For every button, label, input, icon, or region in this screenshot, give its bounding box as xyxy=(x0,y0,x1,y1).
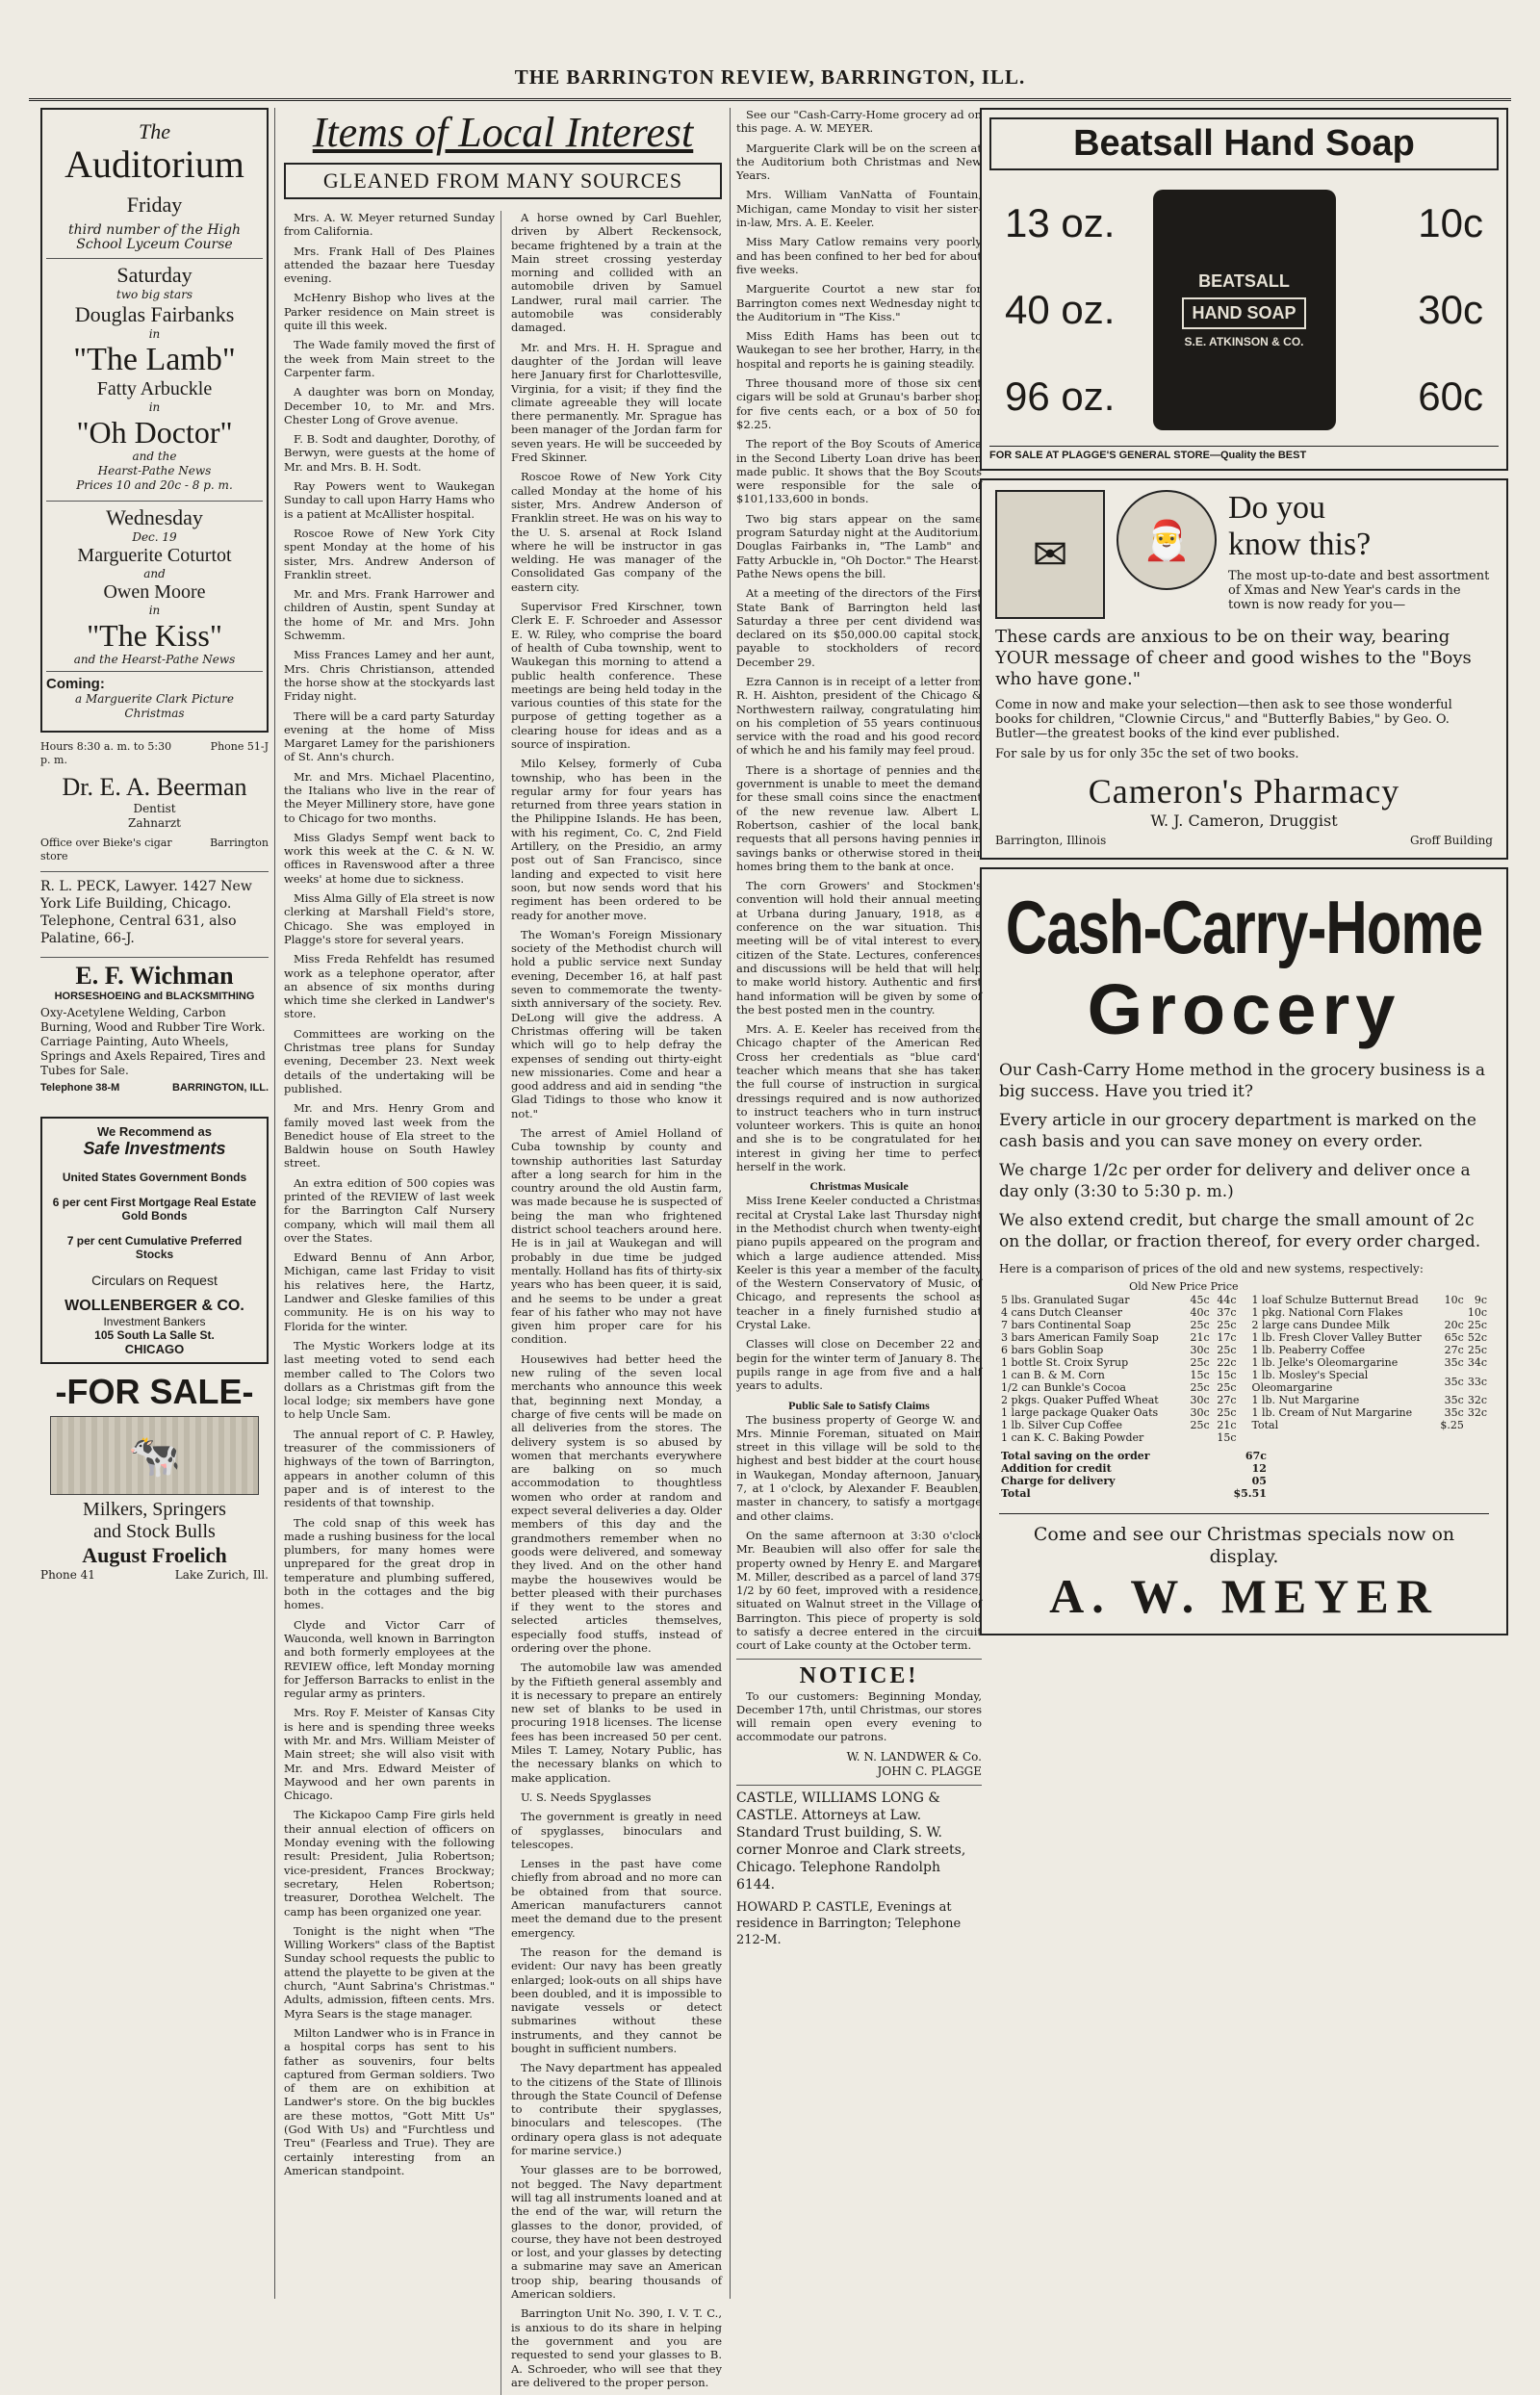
grocery-signature: A. W. MEYER xyxy=(1049,1569,1439,1623)
local-interest-column xyxy=(284,108,722,2389)
price-value: 25c xyxy=(1190,1419,1210,1431)
grocery-compare: Here is a comparison of prices of the old and new systems, respectively: xyxy=(999,1262,1424,1275)
dentist-hours: Hours 8:30 a. m. to 5:30 p. m. xyxy=(40,740,172,766)
price-value: 9c xyxy=(1474,1294,1487,1306)
price-row xyxy=(999,1344,1239,1356)
grocery-p4: We also extend credit, but charge the small amount of 2c on the dollar, or fraction thereof, for every order charged. xyxy=(999,1211,1481,1251)
price-value: 65c xyxy=(1444,1331,1464,1344)
price-item: 5 lbs. Granulated Sugar xyxy=(1001,1294,1130,1306)
local-news-item: Mr. and Mrs. Michael Placentino, the Italians who live in the rear of the Meyer Millinery store, have gone to Chicago for two months. xyxy=(284,769,495,825)
price-value: 35c xyxy=(1444,1356,1464,1369)
price-value: 25c xyxy=(1467,1344,1487,1356)
investments-item2: 6 per cent First Mortgage Real Estate Gold Bonds xyxy=(52,1196,257,1223)
price-row xyxy=(999,1487,1269,1500)
price-value: 30c xyxy=(1190,1344,1210,1356)
price-value: 20c xyxy=(1444,1319,1464,1331)
price-item: 2 large cans Dundee Milk xyxy=(1251,1319,1390,1331)
auditorium-star3: Marguerite Coturtot xyxy=(77,545,232,566)
price-value: 27c xyxy=(1444,1344,1464,1356)
local-news-item: Miss Freda Rehfeldt has resumed work as a telephone operator, after an absence of six months during which time she clerked in Landwer's store. xyxy=(284,952,495,1021)
price-table-right xyxy=(1250,1294,1490,1431)
notice-text: To our customers: Beginning Monday, December 17th, until Christmas, our stores will remain open every evening to accommodate our patrons. xyxy=(736,1688,982,1744)
local-news-item: The Wade family moved the first of the week from Main street to the Carpenter farm. xyxy=(284,338,495,379)
left-ads-column xyxy=(40,108,275,2299)
for-sale-line1: Milkers, Springers xyxy=(83,1499,226,1520)
price-value: 25c xyxy=(1217,1319,1237,1331)
local-news-item: An extra edition of 500 copies was printed of the REVIEW of last week for the Barrington Calf Nursery company, which will mail them all over the States. xyxy=(284,1175,495,1245)
price-value xyxy=(1185,1431,1212,1444)
local-news-item: Mr. and Mrs. H. H. Sprague and daughter of the Jordan will leave here January first for Charlottesville, Virginia, for a visit; if they find the climate agreeable they will locate there permanently. Mr. Sprague has been manager of the Jordan farm for seven years. He will be succeeded by Fred Skinner. xyxy=(511,340,722,465)
price-item: 1 lb. Fresh Clover Valley Butter xyxy=(1251,1331,1422,1344)
price-row xyxy=(1250,1356,1490,1369)
investments-head1: We Recommend as xyxy=(97,1124,212,1139)
local-news-item: Tonight is the night when "The Willing Workers" class of the Baptist Sunday school requests the public to attend the playette to be given at the church, "Aunt Sabrina's Christmas." Adults, admission, fifteen cents. Mrs. Myra Sears is the stage manager. xyxy=(284,1923,495,2021)
price-row xyxy=(999,1450,1269,1462)
price-summary xyxy=(999,1450,1269,1500)
price-value: 25c xyxy=(1190,1356,1210,1369)
auditorium-news1: Hearst-Pathe News xyxy=(97,464,212,477)
price-value: 22c xyxy=(1217,1356,1237,1369)
sale-head: Public Sale to Satisfy Claims xyxy=(788,1398,930,1412)
musicale-text: Miss Irene Keeler conducted a Christmas recital at Crystal Lake last Thursday night in the Methodist church when twenty-eight piano pupils appeared on the program and which a large audience attended. Miss Keeler is this year a member of the faculty of the Western Conservatory of Music, of Chicago, and represents the school as teacher in a finely furnished studio at Crystal Lake. xyxy=(736,1194,982,1332)
wichman-ad xyxy=(40,957,269,1097)
price-row xyxy=(999,1381,1239,1394)
price-value: $5.51 xyxy=(1233,1487,1267,1500)
beatsall-price2: 30c xyxy=(1418,287,1483,332)
cameron-owner: W. J. Cameron, Druggist xyxy=(1150,811,1338,830)
beatsall-title: Beatsall Hand Soap xyxy=(989,117,1499,170)
dentist-title1: Dentist xyxy=(133,802,176,815)
price-value xyxy=(1466,1419,1489,1431)
news-item: There is a shortage of pennies and the government is unable to meet the demand for these small coins since the enactment of the new revenue law. Albert L. Robertson, cashier of the local bank, requests that all persons having pennies in savings banks or otherwise stored in their homes bring them to the bank at once. xyxy=(736,762,982,873)
grocery-p1: Our Cash-Carry Home method in the grocery business is a big success. Have you tried it? xyxy=(999,1061,1486,1101)
beatsall-price3: 60c xyxy=(1418,373,1483,419)
price-value: 30c xyxy=(1190,1406,1210,1419)
price-row xyxy=(999,1369,1239,1381)
for-sale-phone: Phone 41 xyxy=(40,1568,95,1582)
for-sale-title: -FOR SALE- xyxy=(55,1372,254,1411)
auditorium-wednesday: Wednesday xyxy=(46,501,263,530)
local-news-item: The Woman's Foreign Missionary society of the Methodist church will hold a public service next Sunday evening, December 16, at half past seven to commemorate the twenty-sixth anniversary of the society. Rev. DeLong will give the address. A Christmas offering will be taken which will go to help defray the expenses of sending out thirty-eight new missionaries. Come and hear a good address and aid in sending "the Glad Tidings to those who know it not." xyxy=(511,927,722,1120)
local-items-left xyxy=(284,211,501,2395)
cameron-price: For sale by us for only 35c the set of two books. xyxy=(995,747,1299,761)
auditorium-friday: Friday xyxy=(126,193,183,217)
local-news-item: Committees are working on the Christmas tree plans for Sunday evening, December 23. Next week details of the undertaking will be published. xyxy=(284,1026,495,1095)
price-value: 35c xyxy=(1444,1394,1464,1406)
price-item: 1 pkg. National Corn Flakes xyxy=(1251,1306,1403,1319)
price-item: 1 lb. Silver Cup Coffee xyxy=(1001,1419,1123,1431)
price-item: 1 lb. Mosley's Special Oleomargarine xyxy=(1251,1369,1369,1394)
price-item: 1 can B. & M. Corn xyxy=(1001,1369,1105,1381)
investments-city: CHICAGO xyxy=(124,1342,185,1356)
beatsall-size1: 13 oz. xyxy=(1005,200,1116,245)
local-news-item: Ray Powers went to Waukegan Sunday to call upon Harry Hams who is a patient at McAllister hospital. xyxy=(284,479,495,521)
price-row xyxy=(999,1306,1239,1319)
local-news-item: A daughter was born on Monday, December 10, to Mr. and Mrs. Chester Long of Grove avenue. xyxy=(284,385,495,426)
classes-text: Classes will close on December 22 and begin for the winter term of January 8. The pupils range in age from five and a half years to adults. xyxy=(736,1337,982,1393)
sale-text: The business property of George W. and Mrs. Minnie Foreman, situated on Main street in this village will be sold to the highest and best bidder at the court house in Waukegan, Monday afternoon, January 7, at 1 o'clock, by Alexander F. Beaublen, master in chancery, to satisfy a mortgage and other claims. xyxy=(736,1412,982,1523)
auditorium-in1: in xyxy=(148,327,161,341)
notice-sig1: W. N. LANDWER & Co. xyxy=(846,1749,982,1764)
local-news-item: Mrs. A. W. Meyer returned Sunday from California. xyxy=(284,211,495,239)
price-row xyxy=(999,1294,1239,1306)
price-item: 4 cans Dutch Cleanser xyxy=(1001,1306,1123,1319)
price-item: 1 lb. Nut Margarine xyxy=(1251,1394,1360,1406)
local-subtitle: GLEANED FROM MANY SOURCES xyxy=(284,163,722,199)
cow-illustration: 🐄 xyxy=(50,1416,259,1495)
cameron-name: Cameron's Pharmacy xyxy=(1088,772,1400,811)
investments-firm-desc: Investment Bankers xyxy=(103,1315,206,1328)
can-label: HAND SOAP xyxy=(1182,297,1305,329)
price-item: 1 lb. Cream of Nut Margarine xyxy=(1251,1406,1413,1419)
price-value: 25c xyxy=(1190,1319,1210,1331)
news-item: Miss Edith Hams has been out to Waukegan to see her brother, Harry, in the hospital and reports he is gaining steadily. xyxy=(736,329,982,371)
musicale-head: Christmas Musicale xyxy=(809,1179,909,1194)
local-news-item: Miss Frances Lamey and her aunt, Mrs. Chris Christianson, attended the horse show at the stockyards last Friday night. xyxy=(284,648,495,704)
local-news-item: Mr. and Mrs. Henry Grom and family moved last week from the Benedict house of Ela street to the Baldwin house on South Hawley street. xyxy=(284,1101,495,1171)
news-column xyxy=(730,108,982,2299)
local-news-item: Lenses in the past have come chiefly from abroad and no more can be obtained from that source. American manufacturers cannot meet the demand due to the present emergency. xyxy=(511,1857,722,1940)
price-row xyxy=(1250,1369,1490,1394)
price-value: 32c xyxy=(1467,1406,1487,1419)
auditorium-film2: "Oh Doctor" xyxy=(76,415,233,450)
price-row xyxy=(1250,1394,1490,1406)
auditorium-star4: Owen Moore xyxy=(103,581,206,603)
local-news-item: F. B. Sodt and daughter, Dorothy, of Berwyn, were guests at the home of Mr. and Mrs. B. H. Sodt. xyxy=(284,432,495,474)
dentist-ad xyxy=(40,740,269,863)
local-news-item: Miss Alma Gilly of Ela street is now clerking at Marshall Field's store, Chicago. She was employed in Plagge's store for several years. xyxy=(284,891,495,946)
for-sale-line2: and Stock Bulls xyxy=(93,1521,216,1542)
price-item: 1 can K. C. Baking Powder xyxy=(1001,1431,1144,1444)
local-news-item: Edward Bennu of Ann Arbor, Michigan, came last Friday to visit his relatives here, the Hartz, Landwer and Gleske families of this community. He is on his way to Florida for the winter. xyxy=(284,1250,495,1333)
price-row xyxy=(1250,1319,1490,1331)
price-row xyxy=(999,1406,1239,1419)
price-table-left xyxy=(999,1294,1239,1444)
local-news-item: Barrington Unit No. 390, I. V. T. C., is anxious to do its share in helping the government and you are requested to send your glasses to B. A. Schroeder, who will see that they are delivered to the proper person. xyxy=(511,2306,722,2389)
local-items-right xyxy=(511,211,722,2395)
price-row xyxy=(999,1431,1239,1444)
dentist-name: Dr. E. A. Beerman xyxy=(62,773,247,801)
price-value: 15c xyxy=(1217,1431,1237,1444)
price-row xyxy=(999,1331,1239,1344)
cameron-q2: know this? xyxy=(1228,527,1372,562)
cameron-town: Barrington, Illinois xyxy=(995,834,1107,847)
price-value: 12 xyxy=(1251,1462,1267,1475)
can-brand: BEATSALL xyxy=(1198,271,1290,291)
news-item: The report of the Boy Scouts of America in the Second Liberty Loan drive has been made public. It shows that the Boy Scouts were responsible for the sale of $101,133,600 in bonds. xyxy=(736,437,982,506)
cameron-body: These cards are anxious to be on their way, bearing YOUR message of cheer and good wishes to the "Boys who have gone." xyxy=(995,627,1472,689)
price-row xyxy=(1250,1419,1490,1431)
notice-head: NOTICE! xyxy=(736,1659,982,1689)
price-item: 1/2 can Bunkle's Cocoa xyxy=(1001,1381,1126,1394)
wichman-name: E. F. Wichman xyxy=(75,962,234,990)
news-item: Two big stars appear on the same program Saturday night at the Auditorium. Douglas Fairbanks in, "The Lamb" and Fatty Arbuckle in, "Oh Doctor." The Hearst-Pathe News opens the bill. xyxy=(736,511,982,580)
castle-ad-2: HOWARD P. CASTLE, Evenings at residence in Barrington; Telephone 212-M. xyxy=(736,1899,962,1947)
price-value: 45c xyxy=(1190,1294,1210,1306)
price-value: 25c xyxy=(1217,1406,1237,1419)
castle-ad: CASTLE, WILLIAMS LONG & CASTLE. Attorneys at Law. Standard Trust building, S. W. corner Monroe and Clark streets, Chicago. Telephone Randolph 6144. xyxy=(736,1785,982,1893)
wichman-services: Oxy-Acetylene Welding, Carbon Burning, Wood and Rubber Tire Work. Carriage Painting, Auto Wheels, Springs and Axels Repaired, Tires and Tubes for Sale. xyxy=(40,1006,266,1077)
auditorium-and: and xyxy=(143,567,166,580)
price-value: 17c xyxy=(1217,1331,1237,1344)
news-item: The corn Growers' and Stockmen's convention will hold their annual meeting at Urbana during January, 1918, as a conference on the war situation. This meeting will be of vital interest to every citizen of the State. Lectures, conferences and discussions will be held that will help to make world history. Authentic and first hand information will be given by some of the best posted men in the country. xyxy=(736,879,982,1017)
local-news-item: The government is greatly in need of spyglasses, binoculars and telescopes. xyxy=(511,1810,722,1851)
price-row xyxy=(1250,1306,1490,1319)
cameron-q1: Do you xyxy=(1228,490,1326,526)
for-sale-place: Lake Zurich, Ill. xyxy=(174,1568,269,1582)
auditorium-two-stars: two big stars xyxy=(116,288,193,301)
price-value: 33c xyxy=(1467,1375,1487,1388)
price-item: Addition for credit xyxy=(1001,1462,1112,1475)
price-value: 15c xyxy=(1190,1369,1210,1381)
price-value: 44c xyxy=(1217,1294,1237,1306)
price-value: 35c xyxy=(1444,1406,1464,1419)
beatsall-size2: 40 oz. xyxy=(1005,287,1116,332)
local-news-item: McHenry Bishop who lives at the Parker residence on Main street is quite ill this week. xyxy=(284,291,495,333)
price-value: 10c xyxy=(1444,1294,1464,1306)
local-news-item: The Mystic Workers lodge at its last meeting voted to send each member called to The Colors two dollars as a Christmas gift from the local lodge; six members have gone to help Uncle Sam. xyxy=(284,1338,495,1422)
for-sale-ad xyxy=(40,1372,269,1583)
local-news-item: The automobile law was amended by the Fiftieth general assembly and it is necessary to prepare an entirely new set of blanks to be used in procuring 1918 licenses. The license fees has been increased 50 per cent. Miles T. Lamey, Notary Public, has the necessary blanks on which to make application. xyxy=(511,1661,722,1785)
grocery-title1: Cash-Carry-Home xyxy=(1005,885,1483,970)
grocery-ad xyxy=(980,867,1508,1635)
news-item: Three thousand more of those six cent cigars will be sold at Grunau's barber shop for five cents each, or a box of 50 for $2.25. xyxy=(736,376,982,431)
investments-head2: Safe Investments xyxy=(83,1139,226,1158)
dentist-town: Barrington xyxy=(210,837,269,849)
price-item: 6 bars Goblin Soap xyxy=(1001,1344,1104,1356)
masthead: THE BARRINGTON REVIEW, BARRINGTON, ILL. xyxy=(29,65,1511,101)
local-news-item: Clyde and Victor Carr of Wauconda, well known in Barrington and both formerly employees at the REVIEW office, left Monday morning for Jefferson Barracks to enlist in the regular army as printers. xyxy=(284,1617,495,1701)
news-item: Mrs. William VanNatta of Fountain, Michigan, came Monday to visit her sister-in-law, Mrs. A. E. Keeler. xyxy=(736,188,982,230)
soap-can-illustration xyxy=(1153,190,1336,430)
auditorium-friday-desc: third number of the High School Lyceum Course xyxy=(67,222,242,252)
price-item: Charge for delivery xyxy=(1001,1475,1116,1487)
price-row xyxy=(999,1462,1269,1475)
grocery-p3: We charge 1/2c per order for delivery and deliver once a day only (3:30 to 5:30 p. m.) xyxy=(999,1161,1471,1201)
local-title: Items of Local Interest xyxy=(312,109,694,156)
news-item: Ezra Cannon is in receipt of a letter from R. H. Aishton, president of the Chicago & Northwestern railway, congratulating him on his completion of 55 years continuous service with the road and his good record of which he and his family may feel proud. xyxy=(736,674,982,758)
local-news-item: Your glasses are to be borrowed, not begged. The Navy department will tag all instruments loaned and at the end of the war, will return the glasses to the donor, provided, of course, they have not been destroyed or lost, and your glasses by detecting a submarine may save an American troop ship, bearing thousands of American soldiers. xyxy=(511,2163,722,2302)
investments-ad xyxy=(40,1117,269,1364)
local-news-item: Mrs. Roy F. Meister of Kansas City is here and is spending three weeks with Mr. and Mrs. William Meister of Main street; she will also visit with Mr. and Mrs. Edward Meister of Maywood and her own parents in Chicago. xyxy=(284,1706,495,1803)
local-news-item: Mrs. Frank Hall of Des Plaines attended the bazaar here Tuesday evening. xyxy=(284,244,495,286)
auditorium-film3: "The Kiss" xyxy=(87,618,222,653)
auditorium-name: Auditorium xyxy=(64,142,244,186)
news-item: Mrs. A. E. Keeler has received from the Chicago chapter of the American Red Cross her credentials as "blue card" teacher which means that she has taken the full course of instruction in surgical dressings required and is now authorized to instruct teachers who in turn instruct volunteer workers. This is quite an honor and she is to be congratulated for her interest in giving her time to perfect herself in the work. xyxy=(736,1022,982,1174)
news-item: Marguerite Courtot a new star for Barrington comes next Wednesday night to the Auditorium in "The Kiss." xyxy=(736,282,982,323)
auditorium-prices: Prices 10 and 20c - 8 p. m. xyxy=(76,478,233,492)
price-item: 1 bottle St. Croix Syrup xyxy=(1001,1356,1129,1369)
local-news-item: Housewives had better heed the new ruling of the seven local merchants who announce this week that, beginning next Monday, a charge of five cents will be made on all deliveries from the stores. The delivery system is so abused by women that merchants everywhere are balking on so much accommodation to thoughtless women who order at random and expect several deliveries a day. Older members of this day and the grandmothers remember when no goods were delivered, and someway they lived. And on the other hand maybe the housewives would be better pleased with their purchases if they went to the stores and selected articles themselves, especially food stuffs, instead of ordering over the phone. xyxy=(511,1352,722,1655)
price-value: 32c xyxy=(1467,1394,1487,1406)
investments-item3: 7 per cent Cumulative Preferred Stocks xyxy=(66,1234,243,1261)
notice-sig2: JOHN C. PLAGGE xyxy=(877,1764,982,1778)
price-col-head: Old New Price Price xyxy=(1129,1280,1239,1293)
beatsall-sizes xyxy=(989,180,1153,440)
price-value: 27c xyxy=(1217,1394,1237,1406)
price-value: 25c xyxy=(1217,1381,1237,1394)
wichman-trade: HORSESHOEING and BLACKSMITHING xyxy=(54,991,255,1002)
beatsall-footer: FOR SALE AT PLAGGE'S GENERAL STORE—Quality the BEST xyxy=(989,446,1499,461)
dentist-office: Office over Bieke's cigar store xyxy=(40,837,172,863)
price-item: 2 pkgs. Quaker Puffed Wheat xyxy=(1001,1394,1159,1406)
price-item: 1 loaf Schulze Butternut Bread xyxy=(1251,1294,1419,1306)
price-value: 25c xyxy=(1190,1381,1210,1394)
cameron-building: Groff Building xyxy=(1409,834,1493,847)
right-ads-column xyxy=(980,108,1514,2299)
news-item: Miss Mary Catlow remains very poorly and has been confined to her bed for about five weeks. xyxy=(736,235,982,276)
price-value: 21c xyxy=(1190,1331,1210,1344)
price-item: 7 bars Continental Soap xyxy=(1001,1319,1131,1331)
price-row xyxy=(1250,1294,1490,1306)
local-news-item: The reason for the demand is evident: Our navy has been greatly enlarged; look-outs on all ships have been doubled, and it is impossible to navigate vessels or detect submarines without these instruments, and they cannot be bought in sufficient numbers. xyxy=(511,1944,722,2055)
price-row xyxy=(1250,1406,1490,1419)
price-item: 1 lb. Peaberry Coffee xyxy=(1251,1344,1366,1356)
auditorium-wed-date: Dec. 19 xyxy=(132,530,177,544)
can-maker: S.E. ATKINSON & CO. xyxy=(1184,335,1304,348)
price-value: 37c xyxy=(1217,1306,1237,1319)
auditorium-ad xyxy=(40,108,269,733)
beatsall-size3: 96 oz. xyxy=(1005,373,1116,419)
price-value: 30c xyxy=(1190,1394,1210,1406)
price-row xyxy=(1250,1344,1490,1356)
local-news-item: There will be a card party Saturday evening at the home of Miss Margaret Lamey for the parishioners of St. Ann's church. xyxy=(284,708,495,764)
grocery-come: Come and see our Christmas specials now on display. xyxy=(999,1513,1489,1568)
price-value: 40c xyxy=(1190,1306,1210,1319)
price-row xyxy=(1250,1331,1490,1344)
price-row xyxy=(999,1394,1239,1406)
investments-address: 105 South La Salle St. xyxy=(94,1328,215,1342)
auditorium-the: The xyxy=(139,119,170,143)
dentist-phone: Phone 51-J xyxy=(210,740,269,753)
news-item: Marguerite Clark will be on the screen at the Auditorium both Christmas and New Years. xyxy=(736,141,982,183)
local-news-item: Mr. and Mrs. Frank Harrower and children of Austin, spent Sunday at the home of Mr. and Mrs. John Schwemm. xyxy=(284,587,495,643)
price-value: 34c xyxy=(1467,1356,1487,1369)
price-value: 05 xyxy=(1251,1475,1267,1487)
beatsall-ad xyxy=(980,108,1508,471)
wichman-phone: Telephone 38-M xyxy=(40,1082,120,1094)
auditorium-star1: Douglas Fairbanks xyxy=(74,302,235,326)
local-news-item: The Navy department has appealed to the citizens of the State of Illinois through the State Council of Defense to contribute their spyglasses, binoculars and telescopes. (The ordinary opera glass is not adequate for marine service.) xyxy=(511,2061,722,2158)
price-value: 10c xyxy=(1467,1306,1487,1319)
local-news-item: The cold snap of this week has made a rushing business for the local plumbers, for many homes were unprepared for the great drop in temperature and plumbing suffered, both in the cottages and the big homes. xyxy=(284,1515,495,1612)
local-news-item: The arrest of Amiel Holland of Cuba township by county and township authorities last Saturday after a long search for him in the country around the old Austin farm, was made because he is suspected of being the man who frightened district school teachers around here. He is in jail at Waukegan and will probably in due time be judged mentally. Holland has fits of thirty-six years who has been queer, it is said, and he seems to be under a great fear of his father who may not have given him proper care for his condition. xyxy=(511,1126,722,1347)
news-item: See our "Cash-Carry-Home grocery ad on this page. A. W. MEYER. xyxy=(736,108,982,136)
price-value: 21c xyxy=(1217,1419,1237,1431)
wichman-town: BARRINGTON, ILL. xyxy=(171,1082,269,1094)
local-news-item: A horse owned by Carl Buehler, driven by Albert Reckensock, became frightened by a train at the Main street crossing yesterday morning and collided with an automobile driven by Samuel Landwer, rural mail carrier. The automobile was considerably damaged. xyxy=(511,211,722,335)
dentist-title2: Zahnarzt xyxy=(128,816,181,830)
price-row xyxy=(999,1475,1269,1487)
cameron-pitch: The most up-to-date and best assortment of Xmas and New Year's cards in the town is now ready for you— xyxy=(1228,569,1490,612)
auditorium-in2: in xyxy=(148,400,161,414)
auditorium-film1: "The Lamb" xyxy=(73,342,236,377)
auditorium-coming-desc: a Marguerite Clark Picture Christmas xyxy=(75,692,234,720)
grocery-title2: Grocery xyxy=(1087,969,1401,1049)
auditorium-star2: Fatty Arbuckle xyxy=(96,378,213,399)
investments-circulars: Circulars on Request xyxy=(91,1273,218,1288)
local-news-item: Milton Landwer who is in France in a hospital corps has sent to his father as souvenirs, four belts captured from German soldiers. Two of them are on exhibition at Landwer's store. On the big buckles are these mottos, "Gott Mitt Us" (God With Us) and "Furchtless und Treu" (Fearless and True). They are certainly interesting from an American standpoint. xyxy=(284,2025,495,2177)
cameron-come: Come in now and make your selection—then ask to see those wonderful books for children, "Clownie Circus," and "Butterfly Babies," by Geo. O. Butler—the greatest books of the kind ever published. xyxy=(995,698,1452,741)
santa-illustration: 🎅 xyxy=(1116,490,1217,590)
auditorium-in3: in xyxy=(148,604,161,617)
price-row xyxy=(999,1356,1239,1369)
price-value: 15c xyxy=(1217,1369,1237,1381)
investments-firm: WOLLENBERGER & CO. xyxy=(64,1298,244,1314)
cameron-ad xyxy=(980,478,1508,860)
grocery-p2: Every article in our grocery department is marked on the cash basis and you can save money on every order. xyxy=(999,1111,1476,1151)
price-item: Total saving on the order xyxy=(1001,1450,1150,1462)
news-item: At a meeting of the directors of the First State Bank of Barrington held last Saturday a three per cent dividend was declared on its $50,000.00 capital stock, payable to stockholders of record December 29. xyxy=(736,586,982,669)
local-news-item: Milo Kelsey, formerly of Cuba township, who has been in the regular army for four years has returned from three years station in the Philippine Islands. He has been, with his regiment, Co. C, 2nd Field Artillery, on the Presidio, an army post out of San Francisco, since landing and expected to visit here soon, but now sends word that his regiment has been ordered to be ready for another move. xyxy=(511,757,722,922)
price-item: Total xyxy=(1251,1419,1279,1431)
auditorium-saturday: Saturday xyxy=(46,258,263,288)
auditorium-news2: and the Hearst-Pathe News xyxy=(73,653,236,666)
investments-item1: United States Government Bonds xyxy=(62,1171,247,1184)
price-value xyxy=(1438,1306,1466,1319)
price-value: 25c xyxy=(1217,1344,1237,1356)
news-items xyxy=(736,108,982,1173)
local-news-item: The Kickapoo Camp Fire girls held their annual election of officers on Monday evening with the following result: President, Julia Robertson; vice-president, Frances Brockway; secretary, Helen Robertson; treasurer, Dorothea Welchelt. The camp has been organized one year. xyxy=(284,1808,495,1919)
local-news-item: Supervisor Fred Kirschner, town Clerk E. F. Schroeder and Assessor E. W. Riley, who comprise the board of health of Cuba township, went to Waukegan this morning to attend a public health conference. These meetings are being held today in the various counties of this state for the purpose of getting together as a clearing house for ideas and as a source of inspiration. xyxy=(511,600,722,751)
price-item: 3 bars American Family Soap xyxy=(1001,1331,1159,1344)
price-item: 1 lb. Jelke's Oleomargarine xyxy=(1251,1356,1399,1369)
local-news-item: The annual report of C. P. Hawley, treasurer of the commissioners of highways of the town of Barrington, appears in another column of this paper and is of interest to the residents of that township. xyxy=(284,1427,495,1510)
local-news-item: Roscoe Rowe of New York City spent Monday at the home of his sister, Mrs. Andrew Anderson of Franklin street. xyxy=(284,526,495,581)
price-row xyxy=(999,1419,1239,1431)
local-news-item: Roscoe Rowe of New York City called Monday at the home of his sister, Mrs. Andrew Anderson of Franklin street. He was on his way to the U. S. arsenal at Rock Island where he will be instructor in gas welding. He was manager of the Consolidated Gas company of the eastern city. xyxy=(511,470,722,594)
lawyer-ad: R. L. PECK, Lawyer. 1427 New York Life Building, Chicago. Telephone, Central 631, also Palatine, 66-J. xyxy=(40,871,269,953)
auditorium-coming: Coming: xyxy=(46,671,263,692)
local-news-item: U. S. Needs Spyglasses xyxy=(521,1790,652,1804)
for-sale-name: August Froelich xyxy=(82,1543,227,1567)
price-value: 67c xyxy=(1245,1450,1267,1462)
beatsall-prices xyxy=(1336,180,1500,440)
price-value: $.25 xyxy=(1440,1419,1464,1431)
price-item: Total xyxy=(1001,1487,1031,1500)
price-row xyxy=(999,1319,1239,1331)
sale-text-2: On the same afternoon at 3:30 o'clock Mr. Beaubien will also offer for sale the property owned by Henry E. and Margaret M. Miller, described as a parcel of land 379 1/2 by 60 feet, improved with a residence, situated on Walnut street in the Village of Barrington. This piece of property is sold to satisfy a decree entered in the circuit court of Lake county at the October term. xyxy=(736,1528,982,1653)
price-item: 1 large package Quaker Oats xyxy=(1001,1406,1159,1419)
local-news-item: Miss Gladys Sempf went back to work this week at the C. & N. W. offices in Ravenswood after a three weeks' at home due to sickness. xyxy=(284,830,495,886)
greeting-card-illustration: ✉ xyxy=(995,490,1105,619)
beatsall-price1: 10c xyxy=(1418,200,1483,245)
price-value: 25c xyxy=(1467,1319,1487,1331)
price-value: 52c xyxy=(1467,1331,1487,1344)
price-value: 35c xyxy=(1444,1375,1464,1388)
auditorium-and-the: and the xyxy=(132,450,177,463)
